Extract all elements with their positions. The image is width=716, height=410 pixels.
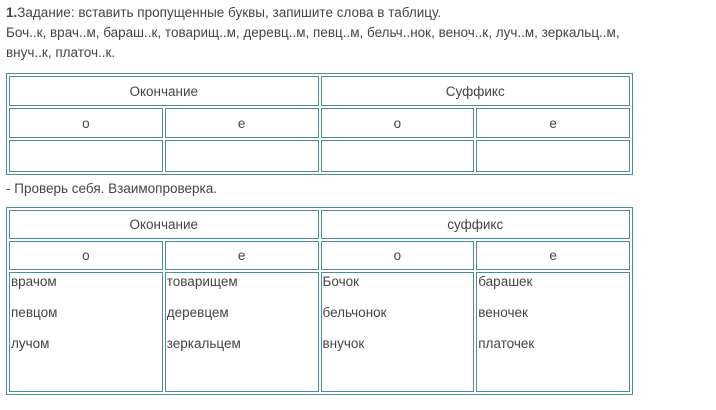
empty-cell [476, 140, 630, 172]
task-line-2: Боч..к, врач..м, бараш..к, товарищ..м, деревц..м, певц..м, бельч..нок, веноч..к, луч..м, зеркальц..м, [6, 25, 620, 40]
word: врачом [11, 274, 57, 289]
word: бельчонок [322, 305, 387, 320]
word: зеркальцем [166, 336, 241, 351]
word: Бочок [322, 274, 360, 289]
subheader-suffix-e: е [476, 241, 630, 270]
task-text [6, 3, 710, 63]
empty-cell [9, 140, 163, 172]
words-ending-o [9, 272, 163, 392]
words-ending-e [165, 272, 319, 392]
header-suffix: Суффикс [321, 76, 631, 106]
self-check-text: - Проверь себя. Взаимопроверка. [6, 181, 217, 196]
subheader-ending-e: е [165, 108, 319, 138]
word: платочек [478, 336, 535, 351]
word: внучок [322, 336, 365, 351]
header-suffix: суффикс [321, 210, 631, 239]
empty-cell [165, 140, 319, 172]
word: веночек [478, 305, 528, 320]
answer-table-empty [6, 73, 633, 175]
word: барашек [478, 274, 533, 289]
subheader-ending-o: о [9, 241, 163, 270]
subheader-suffix-o: о [321, 241, 475, 270]
words-suffix-e [476, 272, 630, 392]
task-line-1 [6, 3, 710, 23]
word: певцом [11, 305, 58, 320]
task-instruction: Задание: вставить пропущенные буквы, запишите слова в таблицу. [17, 5, 442, 20]
header-ending: Окончание [9, 76, 319, 106]
word: товарищем [166, 274, 238, 289]
task-number: 1. [6, 5, 18, 20]
answer-table-filled [6, 207, 633, 395]
subheader-ending-o: о [9, 108, 163, 138]
subheader-suffix-e: е [476, 108, 630, 138]
word: деревцем [166, 305, 229, 320]
subheader-suffix-o: о [321, 108, 475, 138]
word: лучом [11, 336, 50, 351]
task-line-3: внуч..к, платоч..к. [6, 45, 116, 60]
words-suffix-o [321, 272, 475, 392]
empty-cell [321, 140, 475, 172]
subheader-ending-e: е [165, 241, 319, 270]
header-ending: Окончание [9, 210, 319, 239]
